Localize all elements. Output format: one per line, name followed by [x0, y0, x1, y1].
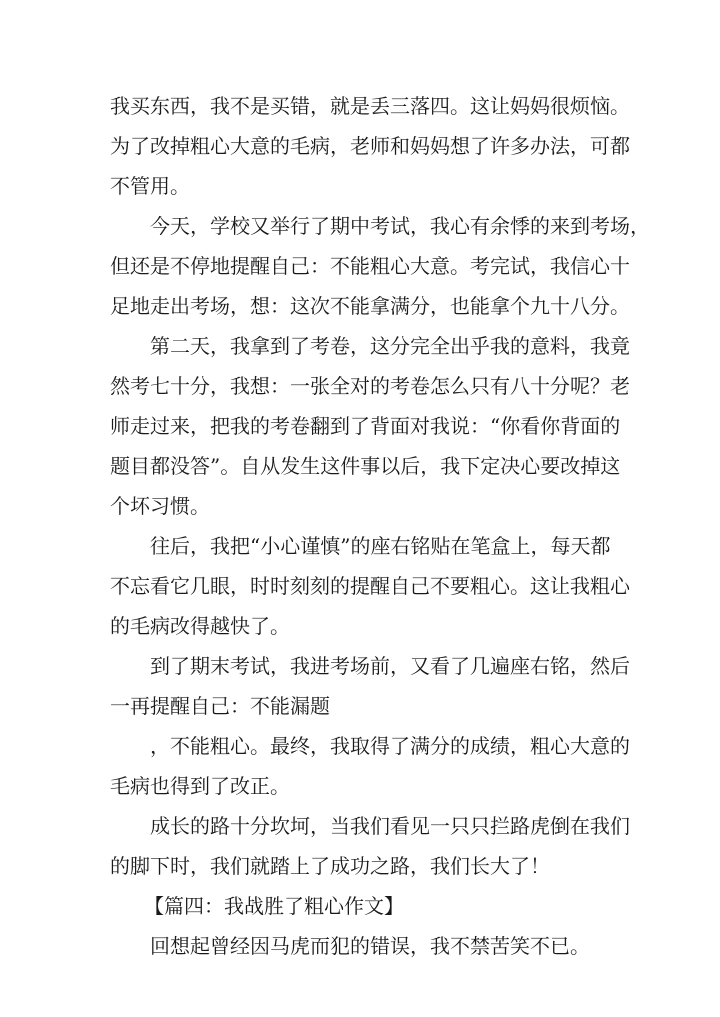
paragraph-start-line: 往后，我把“小心谨慎”的座右铭贴在笔盒上，每天都	[150, 534, 611, 558]
text-line: 不管用。	[110, 174, 190, 198]
text-line: 个坏习惯。	[110, 494, 210, 518]
text-line: 一再提醒自己：不能漏题	[110, 694, 330, 718]
text-line: 然考七十分，我想：一张全对的考卷怎么只有八十分呢？老	[110, 374, 630, 398]
paragraph-start-line: 到了期末考试，我进考场前，又看了几遍座右铭，然后	[150, 654, 630, 678]
text-line: 不忘看它几眼，时时刻刻的提醒自己不要粗心。这让我粗心	[110, 574, 630, 598]
paragraph-start-line: ，不能粗心。最终，我取得了满分的成绩，粗心大意的	[150, 734, 630, 758]
document-page	[110, 86, 650, 966]
section-heading: 【篇四：我战胜了粗心作文】	[144, 894, 404, 918]
text-line: 的毛病改得越快了。	[110, 614, 290, 638]
text-line: 题目都没答”。自从发生这件事以后，我下定决心要改掉这	[110, 454, 621, 478]
text-line: 足地走出考场，想：这次不能拿满分，也能拿个九十八分。	[110, 294, 630, 318]
text-line: 但还是不停地提醒自己：不能粗心大意。考完试，我信心十	[110, 254, 630, 278]
text-line: 毛病也得到了改正。	[110, 774, 290, 798]
text-line: 我买东西，我不是买错，就是丢三落四。这让妈妈很烦恼。	[110, 94, 630, 118]
text-line: 为了改掉粗心大意的毛病，老师和妈妈想了许多办法，可都	[110, 134, 630, 158]
text-line: 师走过来，把我的考卷翻到了背面对我说：“你看你背面的	[110, 414, 621, 438]
paragraph-start-line: 今天，学校又举行了期中考试，我心有余悸的来到考场，	[150, 214, 650, 238]
paragraph-start-line: 成长的路十分坎坷，当我们看见一只只拦路虎倒在我们	[150, 814, 630, 838]
paragraph-start-line: 回想起曾经因马虎而犯的错误，我不禁苦笑不已。	[150, 934, 590, 958]
text-line: 的脚下时，我们就踏上了成功之路，我们长大了！	[110, 854, 550, 878]
paragraph-start-line: 第二天，我拿到了考卷，这分完全出乎我的意料，我竟	[150, 334, 630, 358]
